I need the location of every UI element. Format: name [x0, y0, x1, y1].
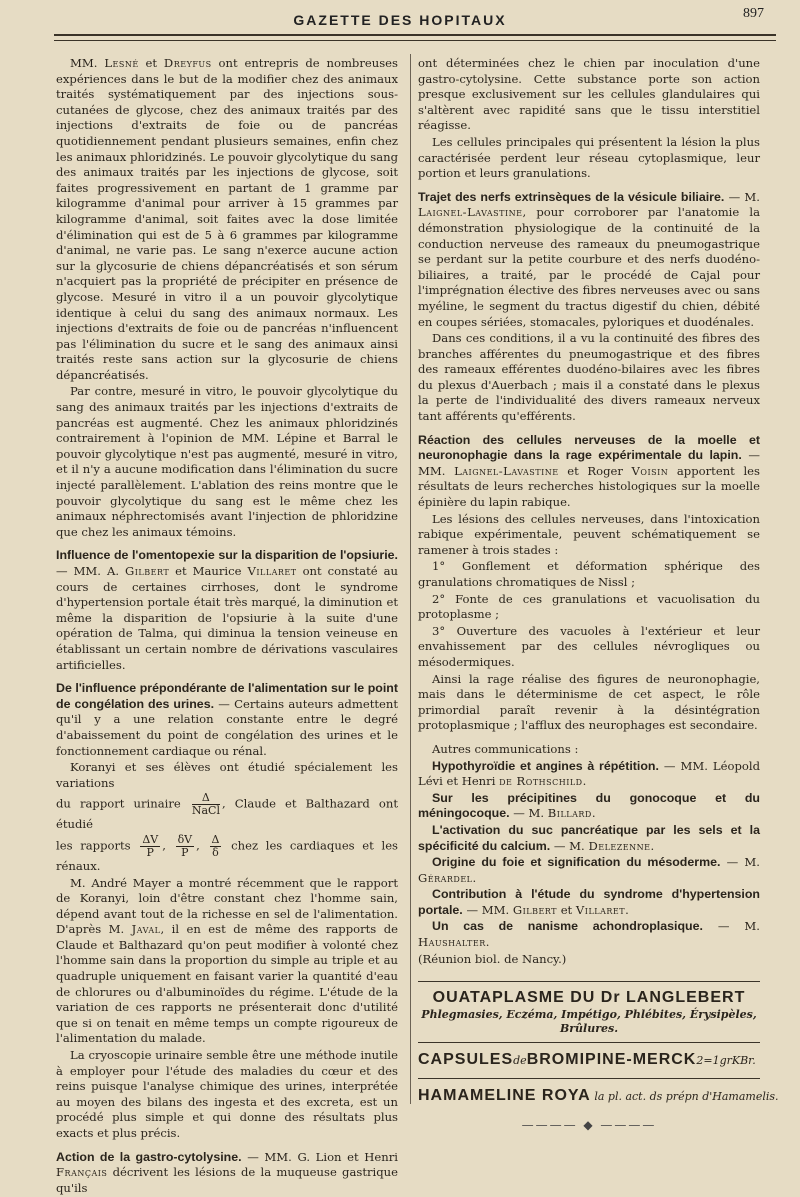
paragraph: La cryoscopie urinaire semble être une méthode inutile à employer pour l'étude des maladies du cœur et des reins puisque l'analyse chimique des urines, interprétée au moyen des bilans des ingesta et des excreta, est un procédé plus simple et qui donne des résultats plus exacts et plus précis. — [56, 1048, 398, 1140]
list-item: 2° Fonte de ces granulations et vacuolisation du protoplasme ; — [418, 591, 760, 622]
other-communications — [418, 742, 760, 967]
formula-line: du rapport urinaire $\frac{\Delta}{\text{NaCl}}$ , Claude et Balthazard ont étudié — [56, 791, 399, 832]
page-number: 897 — [743, 6, 764, 21]
list-item: 3° Ouverture des vacuoles à l'extérieur et leur envahissement par des cellules névrogliques ou mésodermiques. — [418, 623, 760, 669]
ad-hamameline: HAMAMELINE ROYA la pl. act. ds prépn d'Hamamelis. — [418, 1087, 779, 1105]
communication: Contribution à l'étude du syndrome d'hypertension portale. — MM. Gilbert et Villaret. — [418, 887, 760, 917]
ornament-icon: ———— ◆ ———— — [521, 1118, 657, 1133]
running-header-title: GAZETTE DES HOPITAUX — [293, 12, 507, 28]
header-rule — [54, 34, 776, 36]
other-communications-label: Autres communications : — [432, 741, 579, 756]
formula-line: les rapports $\frac{\Delta V}{P}$ , $\frac{\delta V}{P}$ , $\frac{\Delta}{\delta}$ chez les cardiaques et les rénaux. — [56, 832, 399, 873]
ad-rule — [418, 1042, 760, 1043]
reunion-note: (Réunion biol. de Nancy.) — [418, 951, 567, 966]
section-heading: Influence de l'omentopexie sur la disparition de l'opsiurie. — [56, 548, 398, 563]
list-item: 1° Gonflement et déformation sphérique des granulations chromatiques de Nissl ; — [418, 559, 760, 589]
ad-rule — [418, 1078, 760, 1079]
right-column — [418, 56, 779, 1134]
fraction: $\frac{\Delta V}{P}$ — [142, 832, 159, 859]
author-name: Lesné — [104, 56, 139, 70]
paragraph: Par contre, mesuré in vitro, le pouvoir glycolytique du sang des animaux traités par les injections d'extraits de pancréas est augmenté. Chez les animaux phloridzinés contrairement à l'opinion de MM. Lépine et Barral le pouvoir glycolytique n'est pas augmenté, mesuré in vitro, et il n'y a aucune modification dans l'élimination du sucre injecté parallèlement. L'ablation des reins montre que le pouvoir glycolytique du sang est le même chez les animaux néphrectomisés avant l'injection de phloridzine que chez les animaux témoins. — [56, 384, 398, 539]
paragraph: Koranyi et ses élèves ont étudié spécialement les variations — [56, 760, 398, 790]
paragraph: Les lésions des cellules nerveuses, dans l'intoxication rabique expérimentale, peuvent schématiquement se ramener à trois stades : — [418, 511, 760, 557]
section-rage: Réaction des cellules nerveuses de la moelle et neuronophagie dans la rage expérimentale du lapin. — MM. Laignel-Lavastine et Roger Voisin apportent les résultats de leurs recherches histologiques sur la moelle épinière du lapin rabique. Les lésions des cellules nerveuses, dans l'intoxication rabique expérimentale, peuvent schématiquement se ramener à trois stades : 1° Gonflement et déformation sphérique des granulations chromatiques de Nissl ; 2° Fonte de ces granulations et vacuolisation du protoplasme ; 3° Ouverture des vacuoles à l'extérieur et leur envahissement par des cellules névrogliques ou mésodermiques. Ainsi la rage réalise des figures de neuronophagie, mais dans le déterminisme de cet aspect, le rôle primordial paraît revenir à la désintégration protoplasmique ; l'afflux des neurophages est secondaire. — [418, 432, 760, 733]
section-heading: De l'influence prépondérante de l'alimentation sur le point de congélation des urines. — [56, 681, 398, 711]
fraction: $\frac{\delta V}{P}$ — [177, 832, 193, 859]
left-column — [56, 56, 398, 1197]
advertisements — [418, 981, 779, 1134]
section-omentopexie: Influence de l'omentopexie sur la disparition de l'opsiurie. — MM. A. Gilbert et Maurice Villaret ont constaté au cours de certaines cirrhoses, dont le syndrome d'hypertension portale était très marqué, la diminution et même la disparition de l'opsiurie à la suite d'une opération de Talma, qui diminua la tension veineuse en établissant un certain nombre de dérivations vasculaires artificielles. — [56, 548, 398, 672]
paragraph: Les cellules principales qui présentent la lésion la plus caractérisée perdent leur réseau cytoplasmique, leur portion et leurs granulations. — [418, 134, 760, 181]
section-heading: Réaction des cellules nerveuses de la moelle et neuronophagie dans la rage expérimentale du lapin. — [418, 432, 760, 463]
communication: Un cas de nanisme achondroplasique. — M. Haushalter. — [418, 919, 760, 950]
section-gastro-cytolysine: Action de la gastro-cytolysine. — MM. G. Lion et Henri Français décrivent les lésions de la muqueuse gastrique qu'ils — [56, 1149, 398, 1195]
ad-ouataplasme-title: OUATAPLASME DU Dr LANGLEBERT — [432, 989, 746, 1007]
section-vesicule-biliaire: Trajet des nerfs extrinsèques de la vésicule biliaire. — M. Laignel-Lavastine, pour corroborer par l'anatomie la démonstration physiologique de la continuité de la conduction nerveuse des rameaux du pneumogastrique se perdant sur la petite courbure et des nerfs duodéno-biliaires, a traité, par le procédé de Cajal pour l'imprégnation élective des fibres nerveuses avec ou sans myéline, le segment du tractus digestif du chien, débité en coupes sériées, stomacales, pyloriques et duodénales. Dans ces conditions, il a vu la continuité des fibres des branches afférentes du pneumogastrique et des fibres des rameaux efférentes duodéno-bilaires avec les fibres du plexus d'Auerbach ; mais il a constaté dans le plexus la perte de l'individualité des divers rameaux nerveux tant afférents qu'efférents. — [418, 189, 760, 424]
header-rule-thin — [54, 40, 776, 41]
paragraph: Dans ces conditions, il a vu la continuité des fibres des branches afférentes du pneumogastrique et des fibres des rameaux efférentes duodéno-bilaires avec les fibres du plexus d'Auerbach ; mais il a constaté dans le plexus la perte de l'individualité des divers rameaux nerveux tant afférents qu'efférents. — [418, 331, 760, 424]
ad-rule — [418, 981, 760, 982]
section-heading: Trajet des nerfs extrinsèques de la vésicule biliaire. — [418, 189, 725, 204]
communication: Sur les précipitines du gonocoque et du méningocoque. — M. Billard. — [418, 790, 760, 821]
paragraph: Ainsi la rage réalise des figures de neuronophagie, mais dans le déterminisme de cet aspect, le rôle primordial paraît revenir à la désintégration protoplasmique ; l'afflux des neurophages est secondaire. — [418, 671, 760, 733]
fraction: $\frac{\Delta}{\delta}$ — [211, 832, 220, 859]
paragraph: M. André Mayer a montré récemment que le rapport de Koranyi, loin d'être constant chez l'homme sain, dépend avant tout de la richesse en sel de l'alimentation. D'après M. Javal, il en est de même des rapports de Claude et Balthazard qu'on peut modifier à volonté chez l'homme sain dans la proportion du simple au triple et au quadruple uniquement en faisant varier la quantité d'eau de chlorures ou d'albuminoïdes du régime. L'étude de la variation de ces rapports ne présenterait donc d'utilité que si on tenait en même temps un compte rigoureux de l'alimentation du malade. — [56, 875, 398, 1046]
paragraph: MM. Lesné et Dreyfus ont entrepris de nombreuses expériences dans le but de la modifier chez des animaux traités systématiquement par des injections sous-cutanées de glycose, chez des animaux traités par des injections d'extraits de foie ou de pancréas quotidiennement pendant plusieurs semaines, enfin chez les animaux phloridzinés. Le pouvoir glycolytique du sang des animaux traités par les injections de glycose, soit faites progressivement en partant de 1 gramme par kilogramme d'animal pour arriver à 15 grammes par kilogramme d'animal, soit faites avec la dose limitée d'élimination qui est de 5 à 6 grammes par kilogramme d'animal, ne varie pas. Le sang n'exerce aucune action sur la glycosurie de chiens dépancréatisés et son sérum n'acquiert pas la propriété de précipiter en présence de glycose. Mesuré in vitro il a un pouvoir glycolytique identique à celui du sang des animaux normaux. Les injections d'extraits de foie ou de pancréas n'influencent pas l'élimination du sucre et le sang des animaux ainsi traités reste sans action sur la glycosurie de chiens dépancréatisés. — [56, 56, 398, 382]
communication: Origine du foie et signification du mésoderme. — M. Gérardel. — [418, 855, 760, 885]
paragraph: ont déterminées chez le chien par inoculation d'une gastro-cytolysine. Cette substance porte son action presque exclusivement sur les cellules glandulaires qui s'altèrent avec rapidité sans que le tissu interstitiel réagisse. — [418, 56, 760, 133]
ad-capsules: CAPSULESdeBROMIPINE-MERCK2=1grKBr. — [418, 1051, 756, 1069]
section-alimentation: De l'influence prépondérante de l'alimentation sur le point de congélation des urines. — Certains auteurs admettent qu'il y a une relation constante entre le degré d'abaissement du point de congélation des urines et le fonctionnement cardiaque ou rénal. Koranyi et ses élèves ont étudié spécialement les variations du rapport urinaire $\frac{\Delta}{\text{NaCl}}$ , Claude et Balthazard ont étudié les rapports $\frac{\Delta V}{P}$ , $\frac{\delta V}{P}$ , $\frac{\Delta}{\delta}$ chez les cardiaques et les rénaux. M. André Mayer a montré récemment que le rapport de Koranyi, loin d'être constant chez l'homme sain, dépend avant tout de la richesse en sel de l'alimentation. D'après M. Javal, il en est de même des rapports de Claude et Balthazard qu'on peut modifier à volonté chez l'homme sain dans la proportion du simple au triple et au quadruple uniquement en faisant varier la quantité d'eau de chlorures ou d'albuminoïdes du régime. L'étude de la variation de ces rapports ne présenterait donc d'utilité que si on tenait en même temps un compte rigoureux de l'alimentation du malade. La cryoscopie urinaire semble être une méthode inutile à employer pour l'étude des maladies du cœur et des reins puisque l'analyse chimique des urines, interprétée au moyen des bilans des ingesta et des excreta, est un procédé plus simple et qui donne des résultats plus exacts et plus précis. — [56, 681, 399, 1140]
ad-ouataplasme-subtitle: Phlegmasies, Eczéma, Impétigo, Phlébites, Érysipèles, Brûlures. — [421, 1008, 757, 1036]
author-name: Dreyfus — [163, 56, 212, 70]
communication: Hypothyroïdie et angines à répétition. — MM. Léopold Lévi et Henri de Rothschild. — [418, 758, 760, 789]
communication: L'activation du suc pancréatique par les sels et la spécificité du calcium. — M. Delezenne. — [418, 822, 760, 853]
section-heading: Action de la gastro-cytolysine. — [56, 1149, 242, 1164]
fraction: $\frac{\Delta}{\text{NaCl}}$ — [191, 791, 220, 818]
column-divider — [410, 54, 411, 1104]
